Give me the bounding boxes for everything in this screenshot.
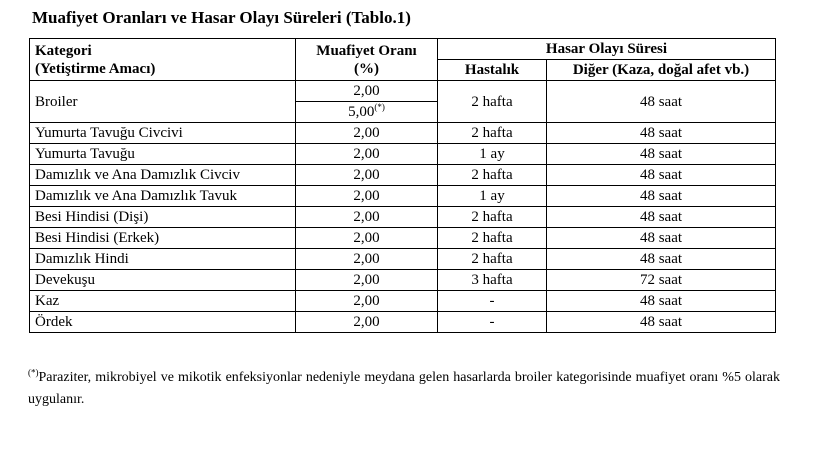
cell-diger: 48 saat <box>547 249 776 270</box>
cell-oran-alt <box>296 102 438 123</box>
cell-diger: 72 saat <box>547 270 776 291</box>
cell-oran: 2,00 <box>296 228 438 249</box>
cell-oran-value: 5,00 <box>348 104 375 120</box>
cell-kategori: Ördek <box>30 312 296 333</box>
cell-hastalik: 1 ay <box>438 144 547 165</box>
footnote <box>28 367 780 411</box>
header-hasar-suresi: Hasar Olayı Süresi <box>438 39 776 60</box>
cell-diger: 48 saat <box>547 81 776 123</box>
cell-kategori: Devekuşu <box>30 270 296 291</box>
cell-oran: 2,00 <box>296 144 438 165</box>
table-row <box>30 144 776 165</box>
cell-hastalik: 2 hafta <box>438 249 547 270</box>
cell-diger: 48 saat <box>547 228 776 249</box>
cell-hastalik: 1 ay <box>438 186 547 207</box>
cell-hastalik: - <box>438 291 547 312</box>
cell-kategori: Yumurta Tavuğu <box>30 144 296 165</box>
table-row <box>30 291 776 312</box>
cell-hastalik: 2 hafta <box>438 165 547 186</box>
cell-diger: 48 saat <box>547 291 776 312</box>
table-title: Muafiyet Oranları ve Hasar Olayı Süreleri (Tablo.1) <box>32 8 411 27</box>
cell-kategori: Damızlık ve Ana Damızlık Tavuk <box>30 186 296 207</box>
cell-oran: 2,00 <box>296 186 438 207</box>
cell-kategori: Besi Hindisi (Erkek) <box>30 228 296 249</box>
cell-oran: 2,00 <box>296 81 438 102</box>
cell-hastalik: 2 hafta <box>438 228 547 249</box>
cell-diger: 48 saat <box>547 207 776 228</box>
cell-kategori: Damızlık ve Ana Damızlık Civciv <box>30 165 296 186</box>
header-muafiyet <box>296 39 438 81</box>
table-row <box>30 123 776 144</box>
cell-oran: 2,00 <box>296 312 438 333</box>
cell-hastalik: 2 hafta <box>438 81 547 123</box>
header-kategori <box>30 39 296 81</box>
header-diger: Diğer (Kaza, doğal afet vb.) <box>547 60 776 81</box>
cell-kategori: Kaz <box>30 291 296 312</box>
table-row <box>30 312 776 333</box>
cell-kategori: Damızlık Hindi <box>30 249 296 270</box>
cell-kategori: Broiler <box>30 81 296 123</box>
cell-oran: 2,00 <box>296 249 438 270</box>
footnote-text: Paraziter, mikrobiyel ve mikotik enfeksiyonlar nedeniyle meydana gelen hasarlarda broiler kategorisinde muafiyet oranı %5 olarak uygulanır. <box>28 370 780 407</box>
table-row <box>30 186 776 207</box>
cell-hastalik: - <box>438 312 547 333</box>
cell-kategori: Besi Hindisi (Dişi) <box>30 207 296 228</box>
table-row <box>30 165 776 186</box>
cell-diger: 48 saat <box>547 123 776 144</box>
cell-oran: 2,00 <box>296 165 438 186</box>
cell-hastalik: 2 hafta <box>438 207 547 228</box>
cell-diger: 48 saat <box>547 165 776 186</box>
cell-hastalik: 2 hafta <box>438 123 547 144</box>
header-muafiyet-line1: Muafiyet Oranı <box>316 42 417 59</box>
table-row <box>30 207 776 228</box>
cell-diger: 48 saat <box>547 186 776 207</box>
cell-oran: 2,00 <box>296 123 438 144</box>
table-row <box>30 270 776 291</box>
header-kategori-line1: Kategori <box>35 42 92 59</box>
table-row <box>30 249 776 270</box>
cell-hastalik: 3 hafta <box>438 270 547 291</box>
cell-kategori: Yumurta Tavuğu Civcivi <box>30 123 296 144</box>
header-kategori-line2: (Yetiştirme Amacı) <box>35 60 156 77</box>
table-row-broiler <box>30 81 776 102</box>
footnote-marker-ref: (*) <box>374 102 385 112</box>
cell-diger: 48 saat <box>547 144 776 165</box>
header-hastalik: Hastalık <box>438 60 547 81</box>
footnote-marker: (*) <box>28 367 39 378</box>
header-muafiyet-line2: (%) <box>354 60 379 77</box>
cell-oran: 2,00 <box>296 270 438 291</box>
deductible-table <box>29 38 776 333</box>
table-row <box>30 228 776 249</box>
cell-diger: 48 saat <box>547 312 776 333</box>
cell-oran: 2,00 <box>296 291 438 312</box>
cell-oran: 2,00 <box>296 207 438 228</box>
